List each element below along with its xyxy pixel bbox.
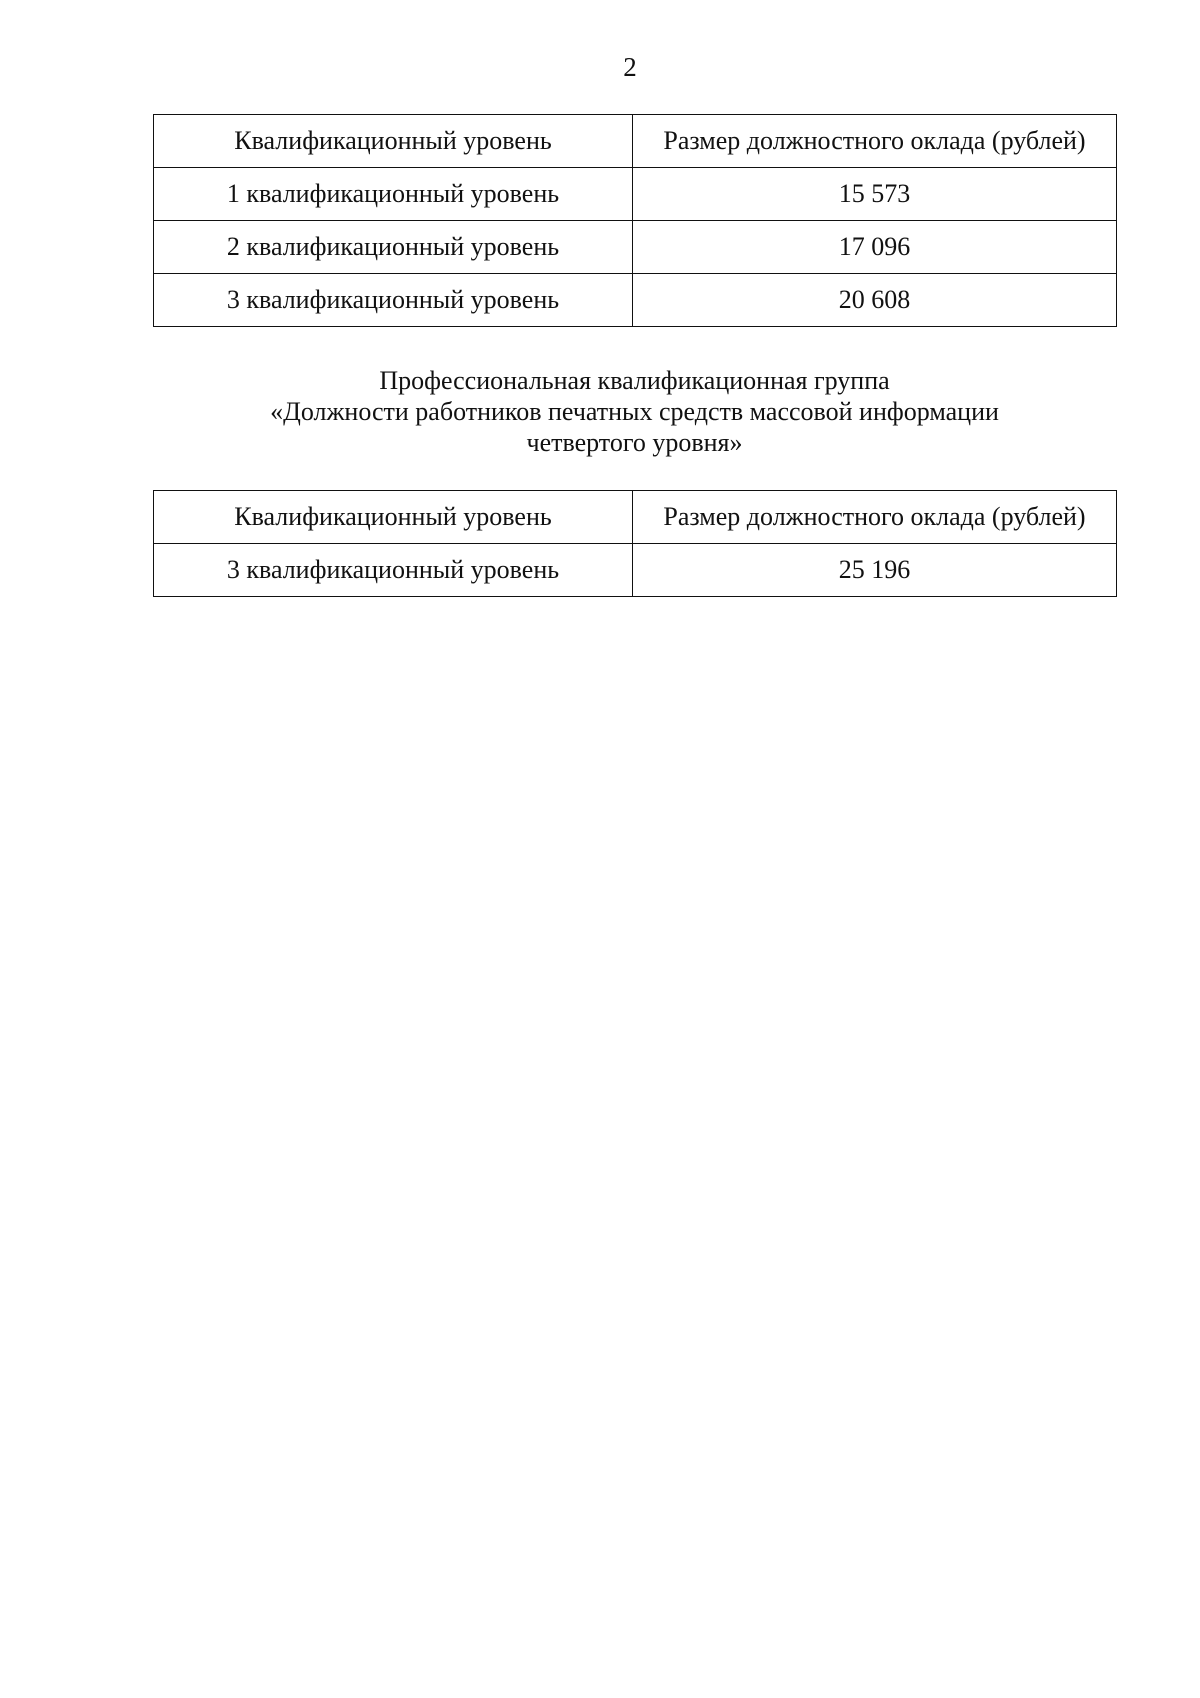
qualification-level-cell: 3 квалификационный уровень bbox=[154, 274, 633, 327]
salary-table-2 bbox=[153, 490, 1117, 597]
qualification-level-cell: 3 квалификационный уровень bbox=[154, 544, 633, 597]
qualification-level-cell: 1 квалификационный уровень bbox=[154, 168, 633, 221]
qualification-level-cell: 2 квалификационный уровень bbox=[154, 221, 633, 274]
salary-cell: 25 196 bbox=[633, 544, 1117, 597]
header-salary-size: Размер должностного оклада (рублей) bbox=[633, 491, 1117, 544]
salary-table-1 bbox=[153, 114, 1117, 327]
table-row bbox=[154, 168, 1117, 221]
header-salary-size: Размер должностного оклада (рублей) bbox=[633, 115, 1117, 168]
salary-cell: 15 573 bbox=[633, 168, 1117, 221]
table-row bbox=[154, 221, 1117, 274]
page-number: 2 bbox=[623, 52, 637, 82]
header-qualification-level: Квалификационный уровень bbox=[154, 491, 633, 544]
table-row bbox=[154, 544, 1117, 597]
professional-group-title bbox=[153, 365, 1116, 458]
group-title-line-1: Профессиональная квалификационная группа bbox=[379, 366, 890, 395]
table-row bbox=[154, 274, 1117, 327]
header-qualification-level: Квалификационный уровень bbox=[154, 115, 633, 168]
table-header-row bbox=[154, 491, 1117, 544]
salary-cell: 17 096 bbox=[633, 221, 1117, 274]
group-title-line-2: «Должности работников печатных средств массовой информации bbox=[270, 397, 999, 426]
table-header-row bbox=[154, 115, 1117, 168]
salary-cell: 20 608 bbox=[633, 274, 1117, 327]
group-title-line-3: четвертого уровня» bbox=[526, 428, 743, 457]
